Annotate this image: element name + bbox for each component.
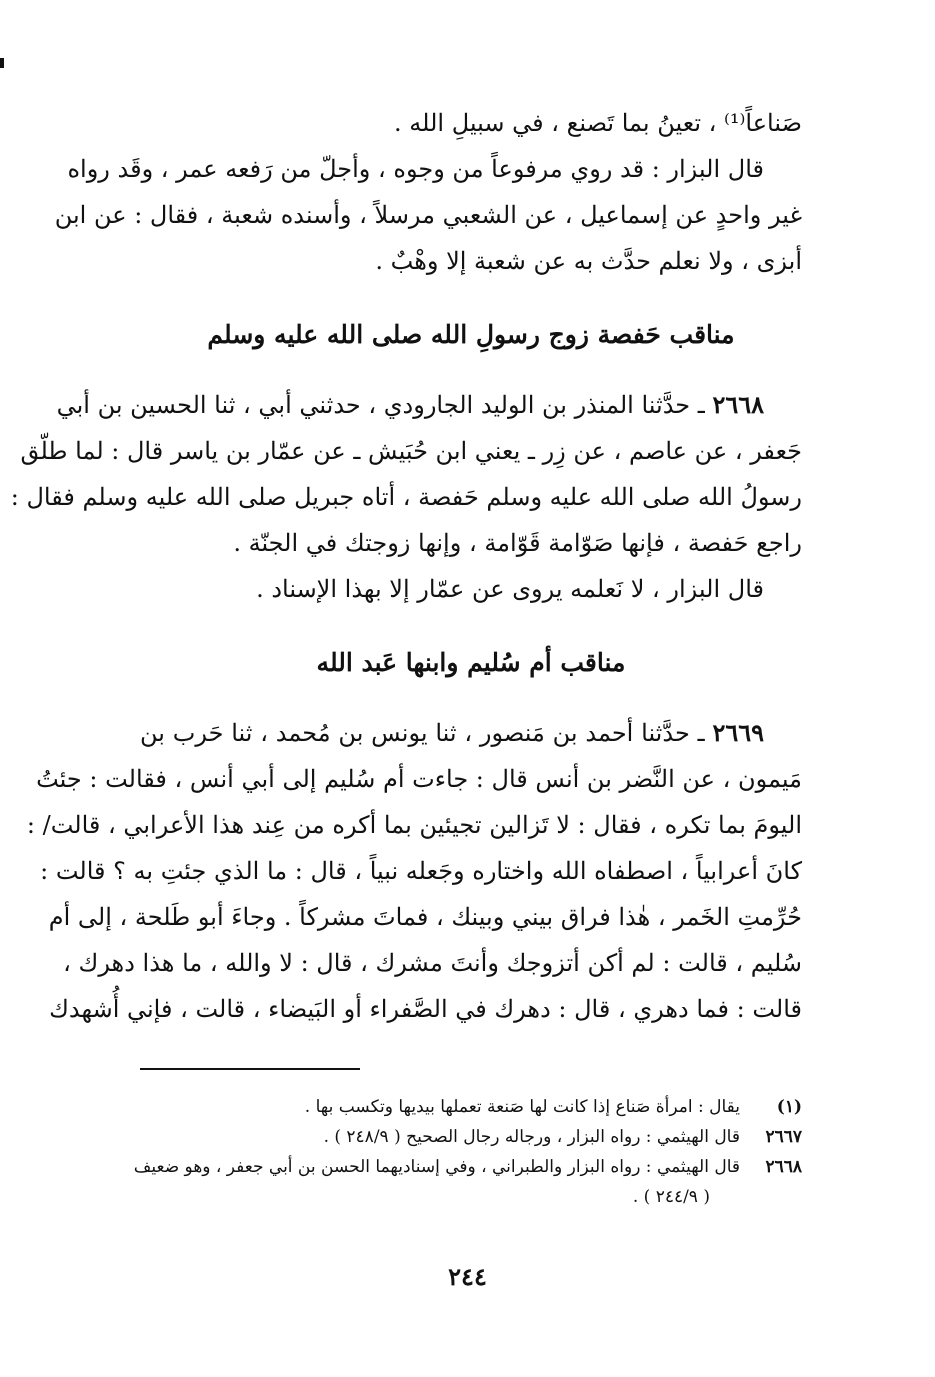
text-line: حُرِّمتِ الخَمر ، هٰذا فراق بيني وبينك ، فماتَ مشركاً . وجاءَ أبو طَلحة ، إلى أم <box>48 903 802 931</box>
footnote-mark: ٢٦٦٨ <box>765 1157 802 1177</box>
footnote-text: يقال : امرأة صَناع إذا كانت لها صَنعة تعملها بيديها وتكسب بها . <box>304 1097 740 1117</box>
section-heading-hafsa: مناقب حَفصة زوج رسولِ الله صلى الله عليه وسلم <box>207 320 735 349</box>
footnote-mark: ٢٦٦٧ <box>765 1127 802 1147</box>
footnote-item <box>140 1092 802 1122</box>
text-line: راجع حَفصة ، فإنها صَوّامة قَوّامة ، وإنها زوجتك في الجنّة . <box>233 529 802 557</box>
bazzar-note-paragraph <box>54 146 802 284</box>
hadith-2669 <box>26 710 802 1032</box>
text-line: كانَ أعرابياً ، اصطفاه الله واختاره وجَعله نبياً ، قال : ما الذي جئتِ به ؟ قالت : <box>40 857 802 885</box>
bazzar-note-hafsa: قال البزار ، لا نَعلمه يروى عن عمّار إلا بهذا الإسناد . <box>256 575 764 603</box>
text-line: مَيمون ، عن النَّضر بن أنس قال : جاءت أم سُليم إلى أبي أنس ، فقالت : جئتُ <box>36 765 802 793</box>
hadith-2668 <box>10 382 802 566</box>
text-line: سُليم ، قالت : لم أكن أتزوجك وأنتَ مشرك ، قال : لا والله ، ما هذا دهرك ، <box>63 949 802 977</box>
text-line: رسولُ الله صلى الله عليه وسلم حَفصة ، أتاه جبريل صلى الله عليه وسلم فقال : <box>10 483 802 511</box>
hadith-number: ٢٦٦٩ <box>712 718 764 747</box>
hadith-first-line <box>140 710 802 756</box>
text-line: غير واحدٍ عن إسماعيل ، عن الشعبي مرسلاً ، وأسنده شعبة ، فقال : عن ابن <box>54 201 802 229</box>
hadith-number: ٢٦٦٨ <box>712 390 764 419</box>
text-line: أبزى ، ولا نعلم حدَّث به عن شعبة إلا وهْبٌ . <box>375 247 802 275</box>
hadith-text: ـ حدَّثنا المنذر بن الوليد الجارودي ، حدثني أبي ، ثنا الحسين بن أبي <box>56 391 713 419</box>
text-line: صَناعاً⁽¹⁾ ، تعينُ بما تَصنع ، في سبيلِ الله . <box>394 109 802 137</box>
footnotes <box>133 1092 802 1212</box>
text-line: جَعفر ، عن عاصم ، عن زِر ـ يعني ابن حُبَيش ـ عن عمّار بن ياسر قال : لما طلّق <box>20 437 802 465</box>
footnote-text: قال الهيثمي : رواه البزار والطبراني ، وفي إسناديهما الحسن بن أبي جعفر ، وهو ضعيف <box>133 1157 740 1177</box>
text-line: قال البزار : قد روي مرفوعاً من وجوه ، وأجلّ من رَفعه عمر ، وقَد رواه <box>67 155 764 183</box>
footnote-continuation: ( ٢٤٤/٩ ) . <box>632 1187 710 1207</box>
scan-edge-mark <box>0 58 4 68</box>
page-number: ٢٤٤ <box>448 1262 487 1291</box>
footnote-item <box>140 1122 802 1152</box>
section-heading-umm-sulaym: مناقب أم سُليم وابنها عَبد الله <box>316 648 626 677</box>
footnote-text: قال الهيثمي : رواه البزار ، ورجاله رجال الصحيح ( ٢٤٨/٩ ) . <box>323 1127 740 1147</box>
text-line: اليومَ بما تكره ، فقال : لا تَزالين تجيئين بما أكره من عِند هذا الأعرابي ، قالت/ : <box>26 811 802 839</box>
footnote-divider <box>140 1068 360 1070</box>
text-line: قالت : فما دهري ، قال : دهرك في الصَّفراء أو البَيضاء ، قالت ، فإني أُشهدك <box>49 995 802 1023</box>
hadith-text: ـ حدَّثنا أحمد بن مَنصور ، ثنا يونس بن مُحمد ، ثنا حَرب بن <box>140 719 713 747</box>
continuation-paragraph <box>140 100 802 146</box>
page-body <box>10 100 802 1032</box>
hadith-first-line <box>56 382 802 428</box>
footnote-mark: (١) <box>776 1097 802 1117</box>
footnote-item <box>133 1152 802 1182</box>
